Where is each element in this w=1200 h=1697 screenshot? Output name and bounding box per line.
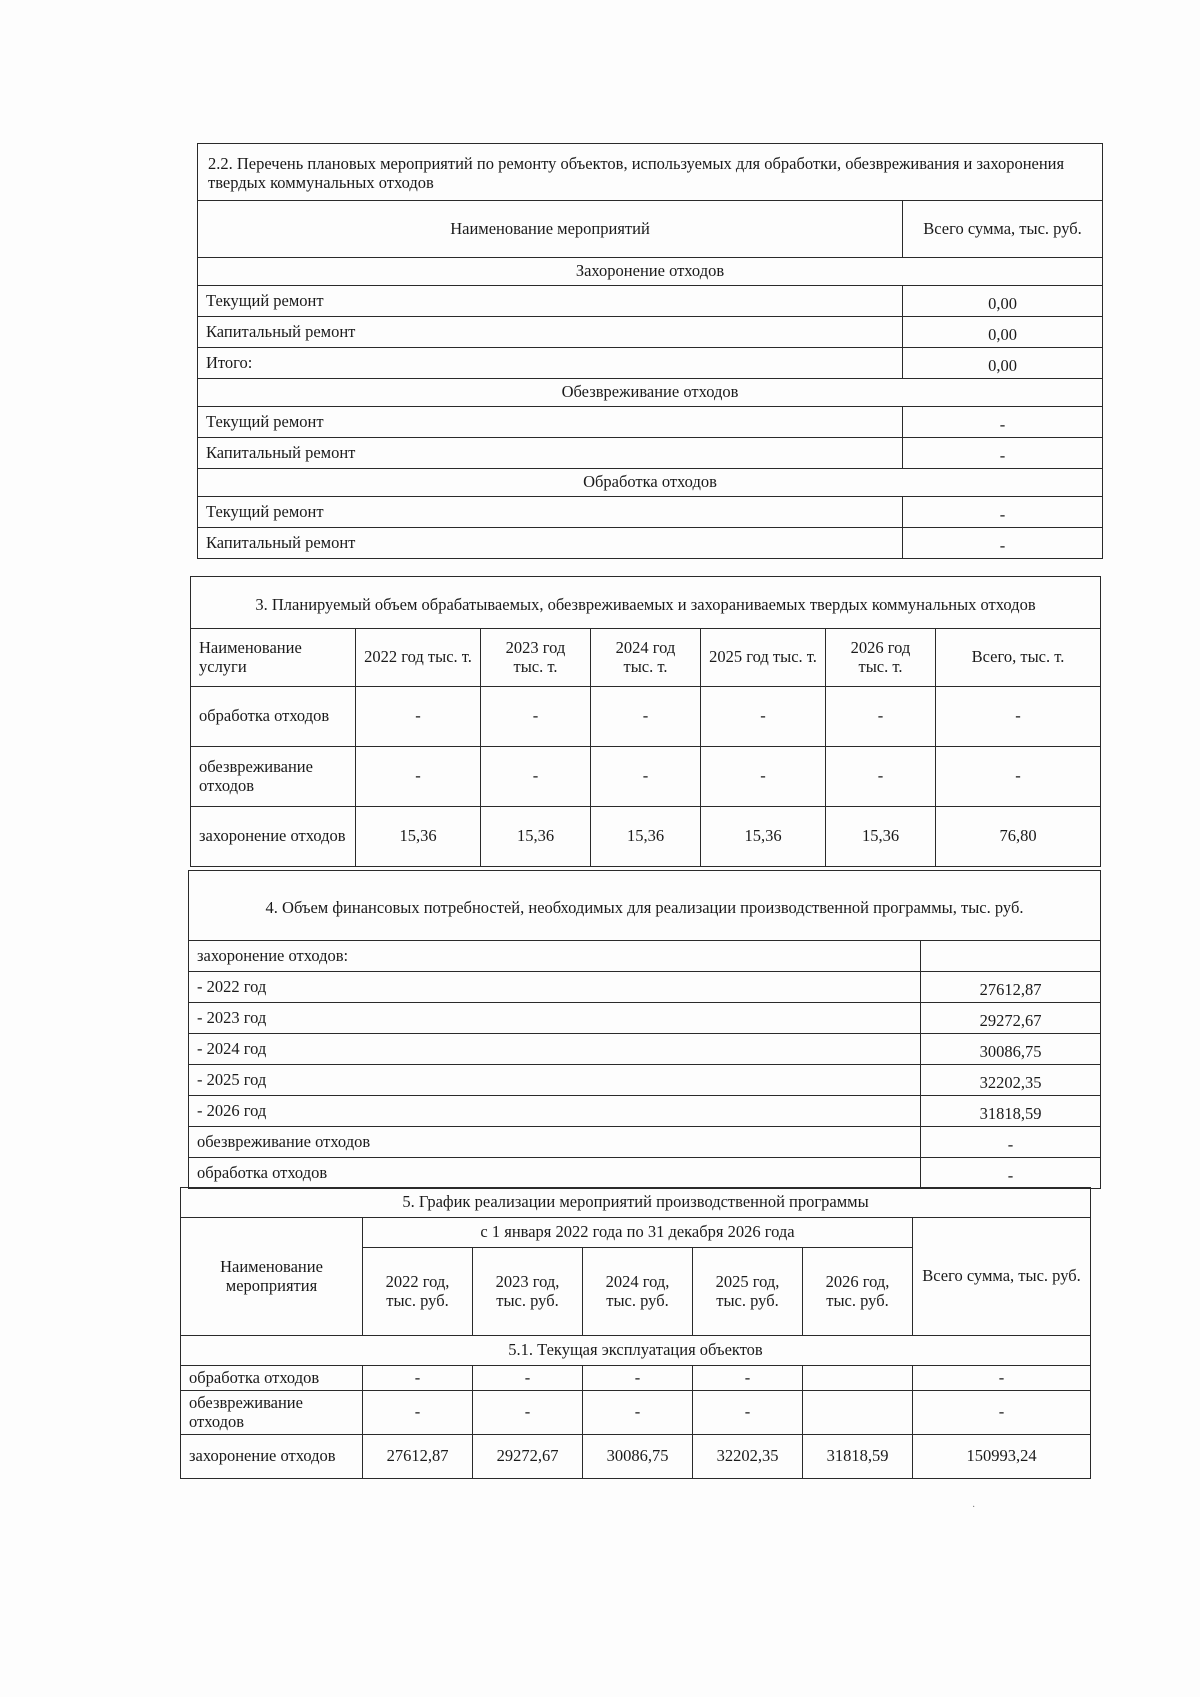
column-header-2024: 2024 год, тыс. руб.: [583, 1248, 693, 1336]
cell: 15,36: [591, 807, 701, 867]
row-value: -: [903, 497, 1103, 528]
group-title: Обезвреживание отходов: [198, 379, 1103, 407]
row-label: обработка отходов: [181, 1366, 363, 1391]
column-header-2023: 2023 год, тыс. руб.: [473, 1248, 583, 1336]
column-header-2025: 2025 год тыс. т.: [701, 629, 826, 687]
year-label: - 2022 год: [189, 972, 921, 1003]
cell: 15,36: [356, 807, 481, 867]
row-label: Итого:: [198, 348, 903, 379]
column-header-2022: 2022 год, тыс. руб.: [363, 1248, 473, 1336]
cell: -: [591, 687, 701, 747]
row-label: Капитальный ремонт: [198, 317, 903, 348]
row-label: обработка отходов: [189, 1158, 921, 1189]
cell: -: [913, 1366, 1091, 1391]
row-value: 0,00: [903, 317, 1103, 348]
cell: 15,36: [481, 807, 591, 867]
cell: -: [693, 1391, 803, 1435]
row-label: обработка отходов: [191, 687, 356, 747]
period-header: с 1 января 2022 года по 31 декабря 2026 года: [363, 1218, 913, 1248]
cell: -: [913, 1391, 1091, 1435]
table-row: [181, 1391, 1091, 1435]
cell: -: [473, 1391, 583, 1435]
group-label: захоронение отходов:: [189, 941, 921, 972]
cell: 31818,59: [803, 1435, 913, 1479]
cell: -: [826, 687, 936, 747]
cell: [803, 1366, 913, 1391]
row-label: Текущий ремонт: [198, 286, 903, 317]
cell: -: [936, 747, 1101, 807]
row-label: обезвреживание отходов: [189, 1127, 921, 1158]
cell: -: [363, 1391, 473, 1435]
empty-cell: [921, 941, 1101, 972]
subsection-5-1-title: 5.1. Текущая эксплуатация объектов: [181, 1336, 1091, 1366]
row-value: -: [903, 438, 1103, 469]
column-header-2022: 2022 год тыс. т.: [356, 629, 481, 687]
cell: -: [583, 1366, 693, 1391]
year-label: - 2025 год: [189, 1065, 921, 1096]
table-row: [191, 807, 1101, 867]
cell: -: [363, 1366, 473, 1391]
cell: -: [826, 747, 936, 807]
year-label: - 2026 год: [189, 1096, 921, 1127]
cell: 15,36: [826, 807, 936, 867]
cell: 32202,35: [693, 1435, 803, 1479]
year-label: - 2024 год: [189, 1034, 921, 1065]
cell: 76,80: [936, 807, 1101, 867]
column-header-measures: Наименование мероприятий: [198, 201, 903, 258]
column-header-total: Всего, тыс. т.: [936, 629, 1101, 687]
row-value: 0,00: [903, 348, 1103, 379]
schedule-table: [180, 1187, 1091, 1479]
section-3-title: 3. Планируемый объем обрабатываемых, обезвреживаемых и захораниваемых твердых коммунальных отходов: [191, 577, 1101, 629]
cell: -: [701, 687, 826, 747]
cell: 30086,75: [583, 1435, 693, 1479]
year-value: 32202,35: [921, 1065, 1101, 1096]
cell: 15,36: [701, 807, 826, 867]
table-row: [191, 747, 1101, 807]
row-label: Текущий ремонт: [198, 407, 903, 438]
cell: -: [356, 687, 481, 747]
cell: -: [473, 1366, 583, 1391]
cell: -: [701, 747, 826, 807]
column-header-2026: 2026 год тыс. т.: [826, 629, 936, 687]
cell: -: [693, 1366, 803, 1391]
column-header-2024: 2024 год тыс. т.: [591, 629, 701, 687]
row-value: -: [903, 407, 1103, 438]
column-header-total: Всего сумма, тыс. руб.: [903, 201, 1103, 258]
row-value: -: [921, 1158, 1101, 1189]
column-header-2025: 2025 год, тыс. руб.: [693, 1248, 803, 1336]
year-value: 29272,67: [921, 1003, 1101, 1034]
row-value: 0,00: [903, 286, 1103, 317]
cell: -: [936, 687, 1101, 747]
section-4-title: 4. Объем финансовых потребностей, необходимых для реализации производственной программы, тыс. руб.: [189, 871, 1101, 941]
column-header-total: Всего сумма, тыс. руб.: [913, 1218, 1091, 1336]
row-label: Капитальный ремонт: [198, 528, 903, 559]
cell: -: [481, 747, 591, 807]
table-row: [181, 1366, 1091, 1391]
table-row: [181, 1435, 1091, 1479]
repair-measures-table: [197, 143, 1103, 559]
scan-speck: ·: [972, 1502, 976, 1513]
column-header-2023: 2023 год тыс. т.: [481, 629, 591, 687]
cell: -: [481, 687, 591, 747]
row-label: обезвреживание отходов: [191, 747, 356, 807]
cell: 29272,67: [473, 1435, 583, 1479]
row-label: захоронение отходов: [181, 1435, 363, 1479]
cell: 150993,24: [913, 1435, 1091, 1479]
table-row: [191, 687, 1101, 747]
year-value: 31818,59: [921, 1096, 1101, 1127]
row-value: -: [903, 528, 1103, 559]
row-label: Текущий ремонт: [198, 497, 903, 528]
section-2-2-title: 2.2. Перечень плановых мероприятий по ремонту объектов, используемых для обработки, обезвреживания и захоронения твердых коммунальных отходов: [198, 144, 1103, 201]
cell: -: [591, 747, 701, 807]
row-label: обезвреживание отходов: [181, 1391, 363, 1435]
cell: -: [583, 1391, 693, 1435]
row-label: Капитальный ремонт: [198, 438, 903, 469]
column-header-2026: 2026 год, тыс. руб.: [803, 1248, 913, 1336]
column-header-measure: Наименование мероприятия: [181, 1218, 363, 1336]
year-value: 27612,87: [921, 972, 1101, 1003]
section-5-title: 5. График реализации мероприятий производственной программы: [181, 1188, 1091, 1218]
row-value: -: [921, 1127, 1101, 1158]
year-label: - 2023 год: [189, 1003, 921, 1034]
cell: [803, 1391, 913, 1435]
cell: 27612,87: [363, 1435, 473, 1479]
group-title: Захоронение отходов: [198, 258, 1103, 286]
group-title: Обработка отходов: [198, 469, 1103, 497]
column-header-service: Наименование услуги: [191, 629, 356, 687]
year-value: 30086,75: [921, 1034, 1101, 1065]
cell: -: [356, 747, 481, 807]
row-label: захоронение отходов: [191, 807, 356, 867]
financial-needs-table: [188, 870, 1101, 1189]
planned-volume-table: [190, 576, 1101, 867]
